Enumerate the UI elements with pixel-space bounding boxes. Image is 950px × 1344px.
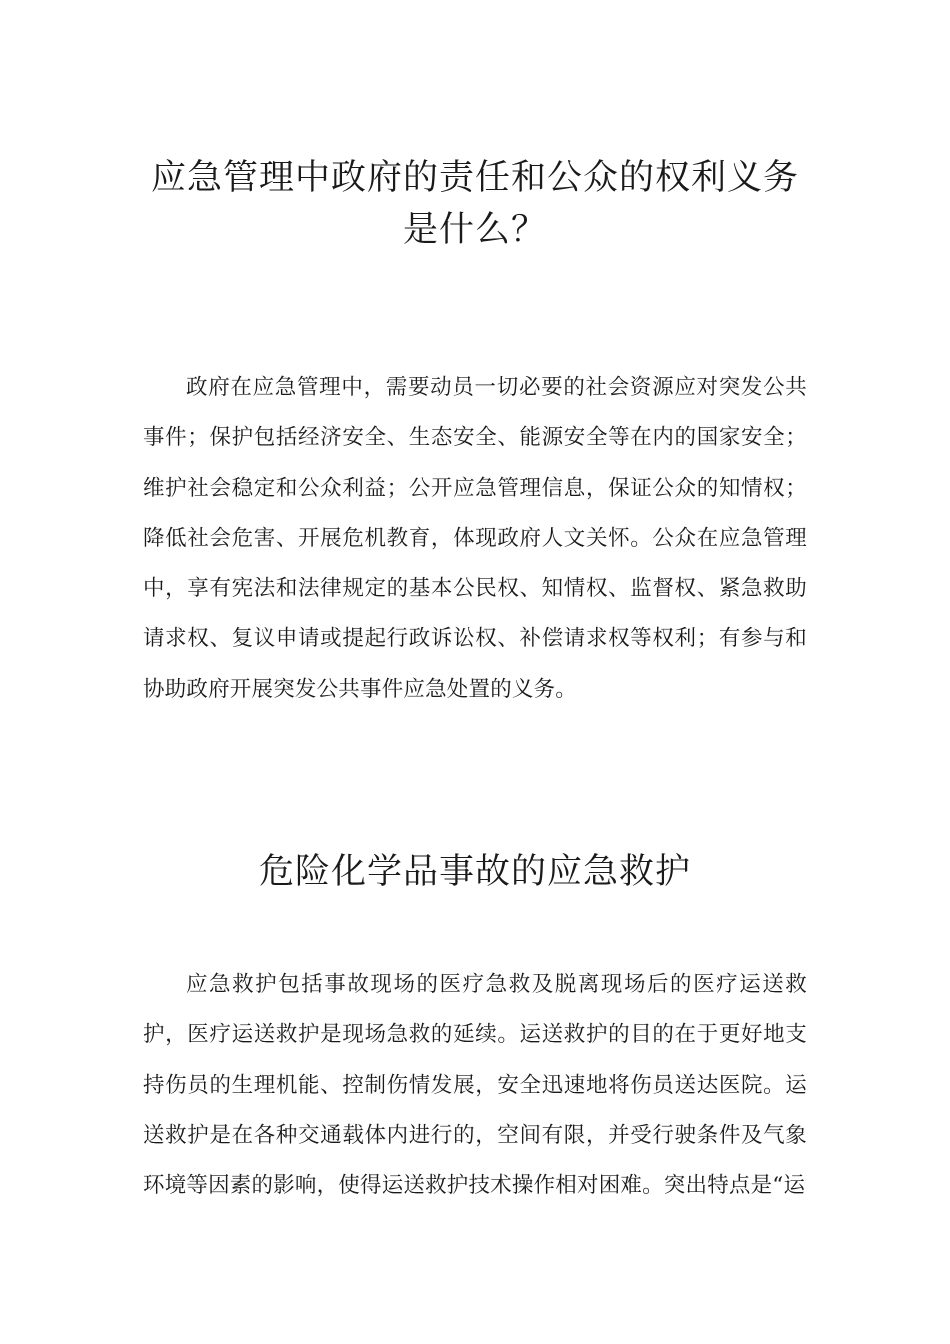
section-paragraph: 应急救护包括事故现场的医疗急救及脱离现场后的医疗运送救护，医疗运送救护是现场急救的延续。运送救护的目的在于更好地支持伤员的生理机能、控制伤情发展，安全迅速地将伤员送达医院。运送救护是在各种交通载体内进行的，空间有限，并受行驶条件及气象环境等因素的影响，使得运送救护技术操作相对困难。突出特点是“运 xyxy=(143,972,807,1199)
section-paragraph: 政府在应急管理中，需要动员一切必要的社会资源应对突发公共事件；保护包括经济安全、生态安全、能源安全等在内的国家安全；维护社会稳定和公众利益；公开应急管理信息，保证公众的知情权；降低社会危害、开展危机教育，体现政府人文关怀。公众在应急管理中，享有宪法和法律规定的基本公民权、知情权、监督权、紧急救助请求权、复议申请或提起行政诉讼权、补偿请求权等权利；有参与和协助政府开展突发公共事件应急处置的义务。 xyxy=(143,375,807,702)
section-title: 应急管理中政府的责任和公众的权利义务是什么？ xyxy=(150,158,799,250)
section-title: 危险化学品事故的应急救护 xyxy=(258,852,691,892)
